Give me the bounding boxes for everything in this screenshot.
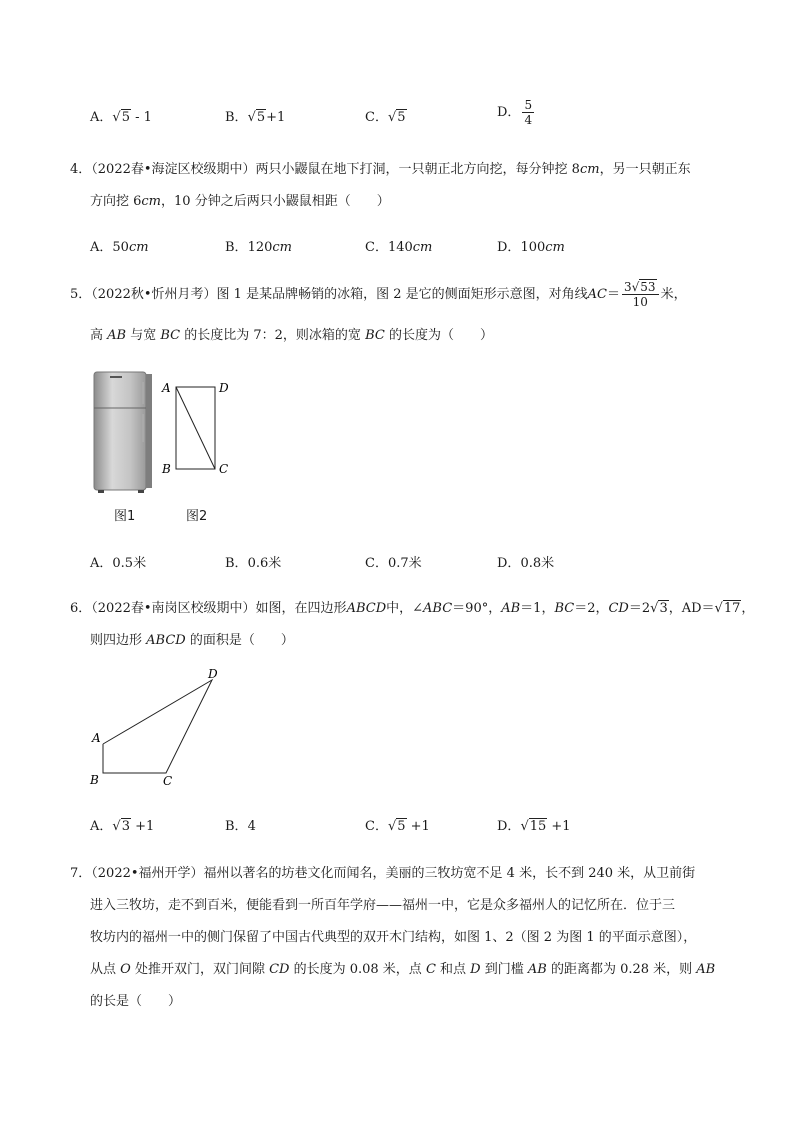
question-text: ＝2 xyxy=(628,601,651,616)
question-text: 福州以著名的坊巷文化而闻名，美丽的三牧坊宽不足 4 米，长不到 240 米，从卫前街 xyxy=(203,866,696,881)
option-tail: +1 xyxy=(266,110,286,125)
q6-option-a xyxy=(90,815,154,834)
math-var: ABCD xyxy=(346,601,387,616)
radicand: 5 xyxy=(397,819,406,834)
option-label: C． xyxy=(365,110,388,125)
question-number: 6． xyxy=(70,601,92,616)
question-text: 与宽 xyxy=(126,328,161,343)
q7-line3: 牧坊内的福州一中的侧门保留了中国古代典型的双开木门结构，如图 1、2（图 2 为图 1 的平面示意图）， xyxy=(90,930,697,945)
option-label: A． xyxy=(90,556,113,571)
math-var: CD xyxy=(608,601,629,616)
point-d-label: D xyxy=(208,667,218,681)
option-label: B． xyxy=(225,110,248,125)
math-var: AB xyxy=(696,962,716,977)
point-a-label: A xyxy=(92,731,101,745)
point-c-label: C xyxy=(163,774,173,788)
q4-option-d xyxy=(497,236,565,255)
point-a-label: A xyxy=(162,381,171,395)
denominator: 10 xyxy=(632,295,648,309)
question-text: 的面积是（ ） xyxy=(185,633,294,648)
math-var: BC xyxy=(554,601,575,616)
math-var: AB xyxy=(527,962,547,977)
question-text: 和点 xyxy=(435,962,471,977)
math-var: O xyxy=(120,962,131,977)
question-text: ，10 分钟之后两只小鼹鼠相距（ ） xyxy=(161,194,390,209)
option-label: A． xyxy=(90,819,113,834)
math-var: BC xyxy=(160,328,181,343)
unit: cm xyxy=(412,240,433,255)
q3-option-c xyxy=(365,106,407,125)
option-tail: +1 xyxy=(130,819,155,834)
question-text: 高 xyxy=(90,328,108,343)
option-label: C． xyxy=(365,819,388,834)
option-value: 0.5米 xyxy=(112,556,147,571)
radicand: 5 xyxy=(397,110,406,125)
question-text: 从点 xyxy=(90,962,121,977)
unit: cm xyxy=(128,240,149,255)
q5-option-a xyxy=(90,552,146,571)
question-text: 米， xyxy=(660,287,687,302)
option-value: 0.8米 xyxy=(520,556,555,571)
point-b-label: B xyxy=(90,773,99,787)
equals: ＝ xyxy=(606,287,620,302)
option-label: A． xyxy=(90,110,113,125)
question-source: （2022秋•忻州月考） xyxy=(91,287,217,302)
q5-line1 xyxy=(70,280,687,309)
sqrt-symbol: √53 xyxy=(631,280,656,294)
option-label: C． xyxy=(365,556,388,571)
math-var: AC xyxy=(587,287,607,302)
option-label: B． xyxy=(225,556,248,571)
sqrt-symbol: √5 xyxy=(387,110,406,125)
option-value: 140 xyxy=(387,240,413,255)
sqrt-symbol: √5 xyxy=(112,110,130,125)
sqrt-symbol: √5 xyxy=(387,819,406,834)
option-label: C． xyxy=(365,240,388,255)
q4-option-b xyxy=(225,236,292,255)
radicand: 15 xyxy=(529,819,547,834)
figure-1-caption: 图1 xyxy=(114,509,136,524)
option-tail: - 1 xyxy=(130,110,152,125)
figure-2-caption: 图2 xyxy=(186,509,208,524)
option-label: D． xyxy=(497,556,521,571)
question-text: 如图，在四边形 xyxy=(255,601,347,616)
math-var: D xyxy=(470,962,481,977)
radicand: 3 xyxy=(121,819,130,834)
option-value: 4 xyxy=(247,819,256,834)
math-var: C xyxy=(425,962,436,977)
q7-line2: 进入三牧坊，走不到百米，便能看到一所百年学府——福州一中，它是众多福州人的记忆所在．位于三 xyxy=(90,898,676,913)
option-label: B． xyxy=(225,240,248,255)
q3-option-b xyxy=(225,106,285,125)
sqrt-symbol: √17 xyxy=(714,601,741,616)
question-text: 则四边形 xyxy=(90,633,147,648)
question-text: ＝1， xyxy=(520,601,555,616)
refrigerator-image xyxy=(88,368,158,496)
q5-option-c xyxy=(365,552,422,571)
unit: cm xyxy=(545,240,565,255)
option-value: 50 xyxy=(112,240,129,255)
denominator: 4 xyxy=(524,113,533,127)
q7-line4 xyxy=(90,958,715,977)
question-text: ，另一只朝正东 xyxy=(599,162,691,177)
radicand: 3 xyxy=(659,601,668,616)
radicand: 17 xyxy=(723,601,741,616)
unit: cm xyxy=(141,194,162,209)
question-text: 的长度比为 7：2，则冰箱的宽 xyxy=(180,328,366,343)
option-label: A． xyxy=(90,240,113,255)
point-d-label: D xyxy=(219,381,229,395)
question-number: 5． xyxy=(70,287,92,302)
point-c-label: C xyxy=(219,462,229,476)
question-text: 图 1 是某品牌畅销的冰箱，图 2 是它的侧面矩形示意图，对角线 xyxy=(216,287,588,302)
math-var: ABC xyxy=(423,601,453,616)
sqrt-symbol: √3 xyxy=(112,819,130,834)
question-text: 方向挖 6 xyxy=(90,194,142,209)
option-tail: +1 xyxy=(406,819,430,834)
question-number: 7． xyxy=(70,866,92,881)
numerator xyxy=(622,280,659,295)
question-text: ，AD＝ xyxy=(668,601,715,616)
question-source: （2022春•南岗区校级期中） xyxy=(91,601,256,616)
option-value: 0.7米 xyxy=(387,556,422,571)
question-text: ， xyxy=(741,601,755,616)
q7-line1 xyxy=(70,862,695,881)
option-value: 0.6米 xyxy=(247,556,282,571)
option-value: 100 xyxy=(520,240,546,255)
numerator: 5 xyxy=(524,98,533,112)
unit: cm xyxy=(579,162,600,177)
math-var: CD xyxy=(269,962,290,977)
radicand: 53 xyxy=(640,280,656,294)
question-text: 到门槛 xyxy=(480,962,528,977)
q4-line1 xyxy=(70,158,691,177)
option-tail: +1 xyxy=(547,819,571,834)
q6-line1 xyxy=(70,597,754,616)
question-text: ＝2， xyxy=(574,601,609,616)
option-label: D． xyxy=(497,819,521,834)
question-number: 4． xyxy=(70,162,92,177)
rectangle-abcd-diagram xyxy=(155,378,235,478)
question-text: 的距离都为 0.28 米，则 xyxy=(546,962,697,977)
math-var: ABCD xyxy=(146,633,186,648)
sqrt-symbol: √15 xyxy=(520,819,547,834)
math-var: AB xyxy=(107,328,127,343)
q5-option-b xyxy=(225,552,281,571)
q4-option-a xyxy=(90,236,149,255)
question-text: 处推开双门，双门间隙 xyxy=(130,962,270,977)
q4-option-c xyxy=(365,236,432,255)
q6-line2 xyxy=(90,629,294,648)
q4-line2 xyxy=(90,190,390,209)
question-source: （2022•福州开学） xyxy=(91,866,204,881)
q5-option-d xyxy=(497,552,554,571)
math-var: BC xyxy=(365,328,385,343)
math-var: AB xyxy=(501,601,521,616)
question-text: 的长度为（ ） xyxy=(384,328,493,343)
question-source: （2022春•海淀区校级期中） xyxy=(91,162,256,177)
fraction xyxy=(522,98,534,127)
sqrt-symbol: √3 xyxy=(650,601,668,616)
question-text: 两只小鼹鼠在地下打洞，一只朝正北方向挖，每分钟挖 8 xyxy=(255,162,580,177)
option-value: 120 xyxy=(247,240,273,255)
option-label: B． xyxy=(225,819,248,834)
q7-line5: 的长是（ ） xyxy=(90,994,182,1009)
q5-line2 xyxy=(90,324,493,343)
question-text: 中，∠ xyxy=(386,601,424,616)
q3-option-d xyxy=(497,98,536,127)
quadrilateral-abcd-diagram xyxy=(85,664,230,790)
sqrt-symbol: √5 xyxy=(247,110,266,125)
option-label: D． xyxy=(497,240,521,255)
unit: cm xyxy=(272,240,292,255)
coefficient: 3 xyxy=(623,280,632,294)
fraction xyxy=(622,280,659,309)
point-b-label: B xyxy=(162,462,171,476)
question-text: ＝90°， xyxy=(452,601,502,616)
option-label: D． xyxy=(497,105,521,120)
question-text: 的长度为 0.08 米，点 xyxy=(289,962,426,977)
q6-option-c xyxy=(365,815,430,834)
q6-option-b xyxy=(225,815,256,834)
radicand: 5 xyxy=(121,110,130,125)
q3-option-a xyxy=(90,106,152,125)
q6-option-d xyxy=(497,815,571,834)
radicand: 5 xyxy=(256,110,266,125)
